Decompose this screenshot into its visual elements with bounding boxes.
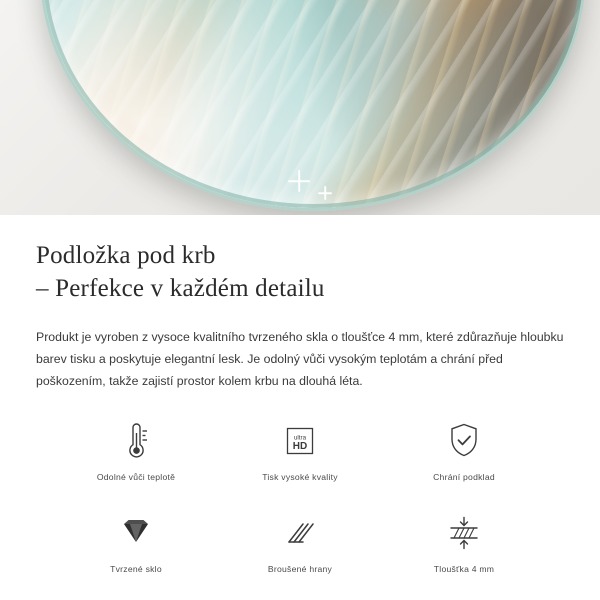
headline-line-2: – Perfekce v každém detailu bbox=[36, 275, 325, 303]
description-paragraph: Produkt je vyroben z vysoce kvalitního tvrzeného skla o tloušťce 4 mm, které zdůrazňuje hloubku barev tisku a poskytuje elegantní lesk. Je odolný vůči vysokým teplotám a chrání před poškozením, takže zajistí prostor kolem krbu na dlouhá léta. bbox=[36, 329, 564, 389]
thermometer-icon bbox=[117, 419, 155, 463]
polished-edges-icon bbox=[280, 511, 320, 555]
feature-label: Tisk vysoké kvality bbox=[262, 471, 338, 482]
content-block bbox=[0, 215, 600, 595]
thickness-arrows-icon bbox=[442, 511, 486, 555]
headline-line-1: Podložka pod krb bbox=[36, 242, 216, 269]
feature-grid bbox=[36, 419, 564, 595]
feature-label: Tloušťka 4 mm bbox=[433, 563, 495, 574]
feature-item-print-quality bbox=[218, 419, 382, 503]
shield-check-icon bbox=[445, 419, 483, 463]
svg-text:ultra: ultra bbox=[293, 434, 307, 442]
svg-text:HD: HD bbox=[292, 440, 308, 452]
ultra-hd-icon bbox=[280, 419, 320, 463]
feature-item-thickness bbox=[382, 511, 546, 595]
page-title bbox=[36, 239, 564, 306]
feature-label: Odolné vůči teplotě bbox=[96, 471, 176, 482]
feature-item-polished-edges bbox=[218, 511, 382, 595]
feature-label: Broušené hrany bbox=[267, 563, 333, 574]
hero-image bbox=[0, 0, 600, 215]
feature-item-tempered-glass bbox=[54, 511, 218, 595]
diamond-icon bbox=[116, 511, 156, 555]
feature-item-temperature bbox=[54, 419, 218, 503]
glass-board-image bbox=[40, 0, 586, 211]
feature-label: Chrání podklad bbox=[433, 471, 495, 482]
feature-label: Tvrzené sklo bbox=[110, 563, 162, 574]
feature-item-protection bbox=[382, 419, 546, 503]
